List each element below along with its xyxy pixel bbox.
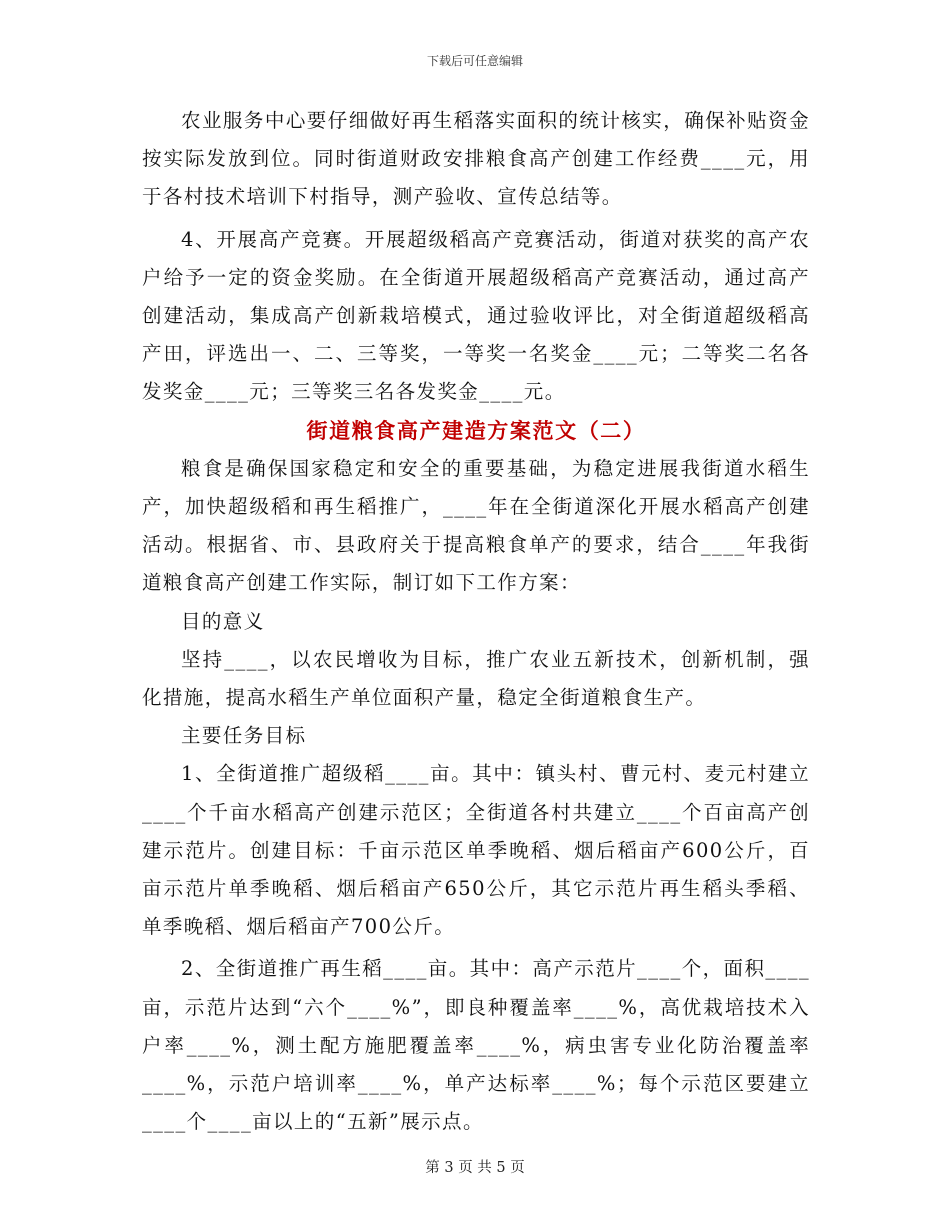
paragraph-competition: 4、开展高产竞赛。开展超级稻高产竞赛活动，街道对获奖的高产农户给予一定的资金奖励。在全街道开展超级稻高产竞赛活动，通过高产创建活动，集成高产创新栽培模式，通过验收评比，对全街道超级稻高产田，评选出一、二、三等奖，一等奖一名奖金____元；二等奖二名各发奖金____元；三等奖三名各发奖金____元。: [142, 227, 810, 404]
section-title: 街道粮食高产建造方案范文（二）: [306, 417, 646, 443]
paragraph-task-2: 2、全街道推广再生稻____亩。其中：高产示范片____个，面积____亩，示范片达到“六个____%”，即良种覆盖率____%，高优栽培技术入户率____%，测土配方施肥覆盖率____%，病虫害专业化防治覆盖率____%，示范户培训率____%，单产达标率____%；每个示范区要建立____个____亩以上的“五新”展示点。: [142, 957, 810, 1134]
paragraph-subsidy: 农业服务中心要仔细做好再生稻落实面积的统计核实，确保补贴资金按实际发放到位。同时街道财政安排粮食高产创建工作经费____元，用于各村技术培训下村指导，测产验收、宣传总结等。: [142, 109, 810, 209]
page-number: 第 3 页 共 5 页: [425, 1160, 525, 1176]
heading-tasks: 主要任务目标: [181, 724, 307, 748]
paragraph-task-1: 1、全街道推广超级稻____亩。其中：镇头村、曹元村、麦元村建立____个千亩水稻高产创建示范区；全街道各村共建立____个百亩高产创建示范片。创建目标：千亩示范区单季晚稻、烟后稻亩产600公斤，百亩示范片单季晚稻、烟后稻亩产650公斤，其它示范片再生稻头季稻、单季晚稻、烟后稻亩产700公斤。: [142, 762, 810, 939]
heading-purpose: 目的意义: [181, 609, 265, 633]
page-header-note: 下载后可任意编辑: [426, 54, 523, 68]
paragraph-intro: 粮食是确保国家稳定和安全的重要基础，为稳定进展我街道水稻生产，加快超级稻和再生稻推广，____年在全街道深化开展水稻高产创建活动。根据省、市、县政府关于提高粮食单产的要求，结合____年我街道粮食高产创建工作实际，制订如下工作方案：: [142, 456, 810, 595]
paragraph-purpose: 坚持____，以农民增收为目标，推广农业五新技术，创新机制，强化措施，提高水稻生产单位面积产量，稳定全街道粮食生产。: [142, 647, 810, 710]
document-body: [142, 102, 810, 1141]
